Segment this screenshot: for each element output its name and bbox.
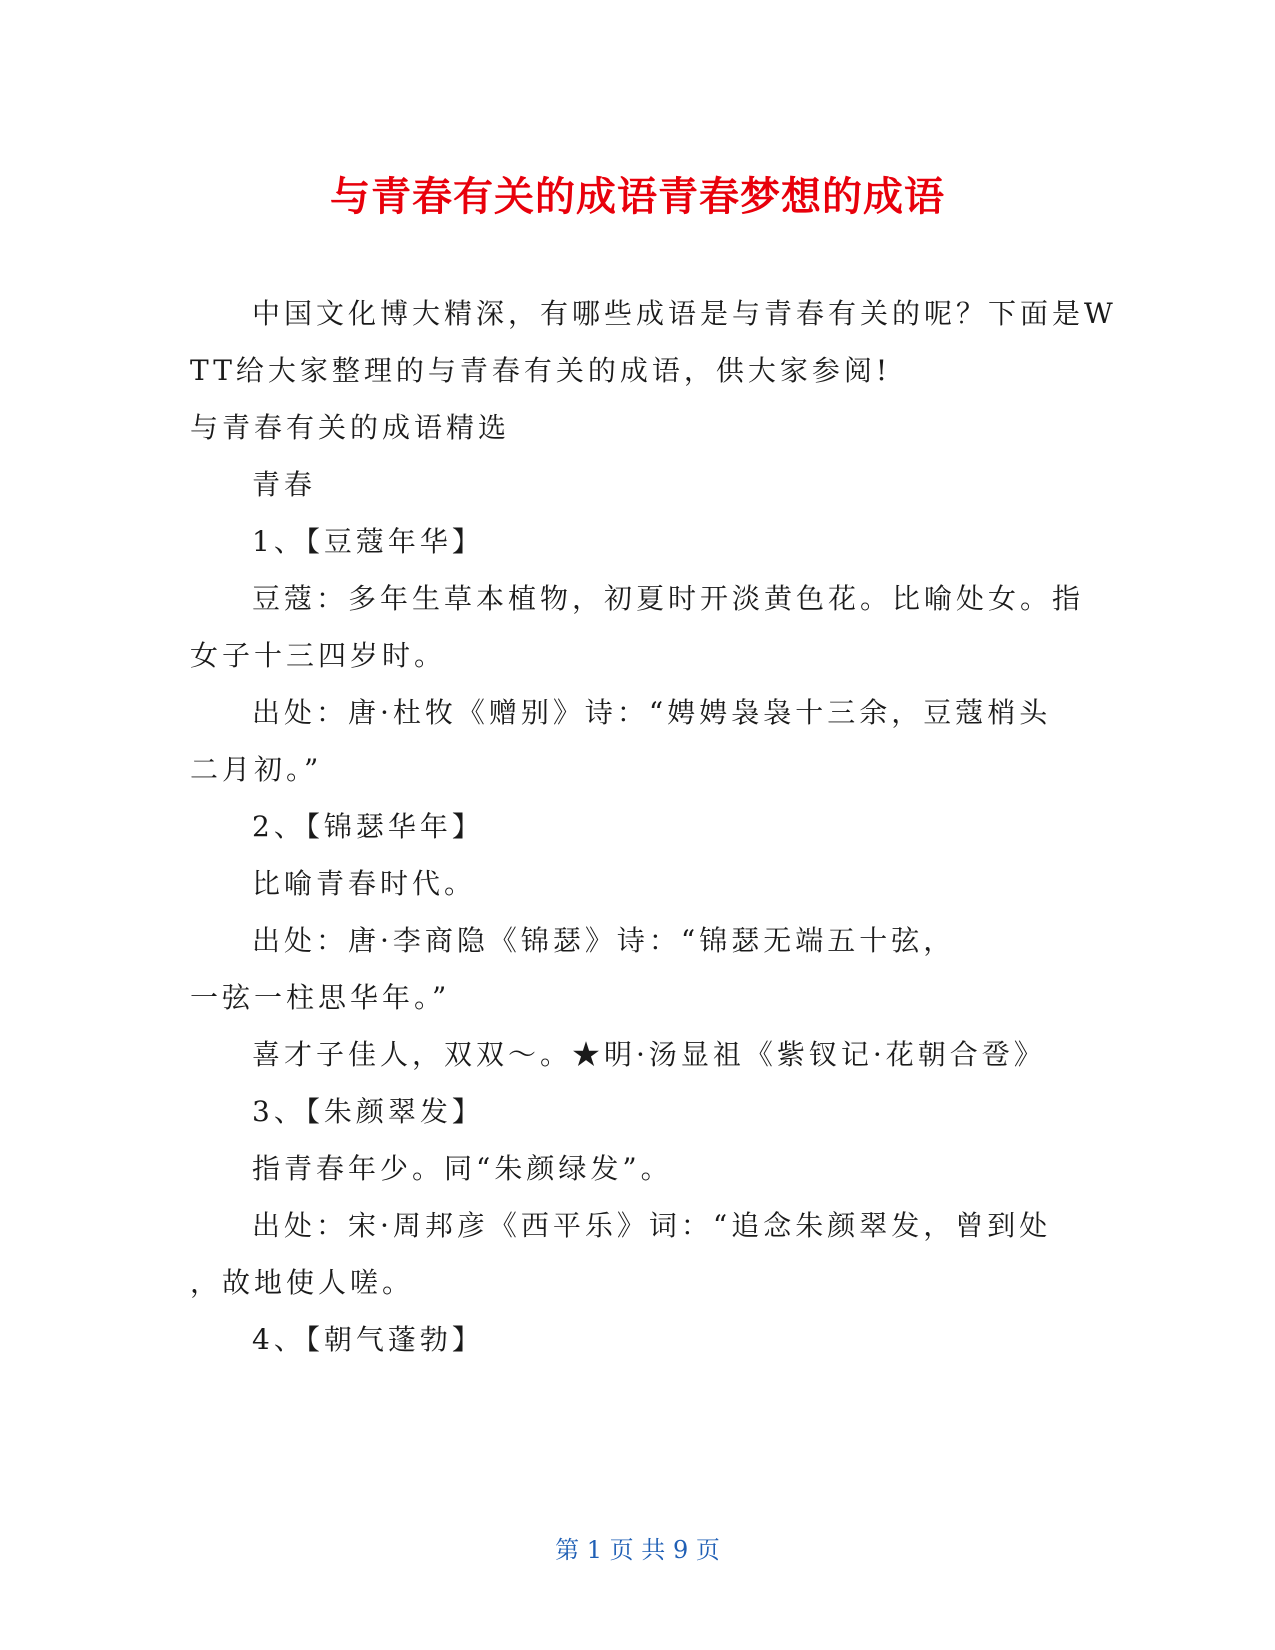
idiom-heading: 1、【豆蔻年华】: [252, 525, 484, 558]
idiom-heading: 2、【锦瑟华年】: [252, 810, 484, 843]
section-heading: 与青春有关的成语精选: [190, 411, 511, 444]
paragraph-line: 出处：唐·杜牧《赠别》诗：“娉娉袅袅十三余，豆蔻梢头: [252, 696, 1052, 729]
page-number-footer: 第 1 页 共 9 页: [555, 1536, 720, 1564]
idiom-heading: 3、【朱颜翠发】: [252, 1095, 484, 1128]
paragraph-line: 喜才子佳人，双双～。★明·汤显祖《紫钗记·花朝合卺》: [252, 1038, 1046, 1071]
document-title: 与青春有关的成语青春梦想的成语: [330, 174, 945, 220]
paragraph-line: 二月初。”: [190, 753, 323, 786]
idiom-heading: 4、【朝气蓬勃】: [252, 1323, 484, 1356]
subsection-heading: 青春: [252, 468, 317, 501]
paragraph-line: 指青春年少。同“朱颜绿发”。: [252, 1152, 673, 1185]
paragraph-line: TT给大家整理的与青春有关的成语，供大家参阅!: [190, 354, 892, 387]
paragraph-line: 一弦一柱思华年。”: [190, 981, 451, 1014]
paragraph-line: 中国文化博大精深，有哪些成语是与青春有关的呢？下面是W: [252, 297, 1117, 330]
paragraph-line: 出处：宋·周邦彦《西平乐》词：“追念朱颜翠发，曾到处: [252, 1209, 1052, 1242]
paragraph-line: 比喻青春时代。: [252, 867, 477, 900]
paragraph-line: 出处：唐·李商隐《锦瑟》诗：“锦瑟无端五十弦，: [252, 924, 956, 957]
paragraph-line: 女子十三四岁时。: [190, 639, 447, 672]
paragraph-line: ，故地使人嗟。: [190, 1266, 415, 1299]
paragraph-line: 豆蔻：多年生草本植物，初夏时开淡黄色花。比喻处女。指: [252, 582, 1085, 615]
